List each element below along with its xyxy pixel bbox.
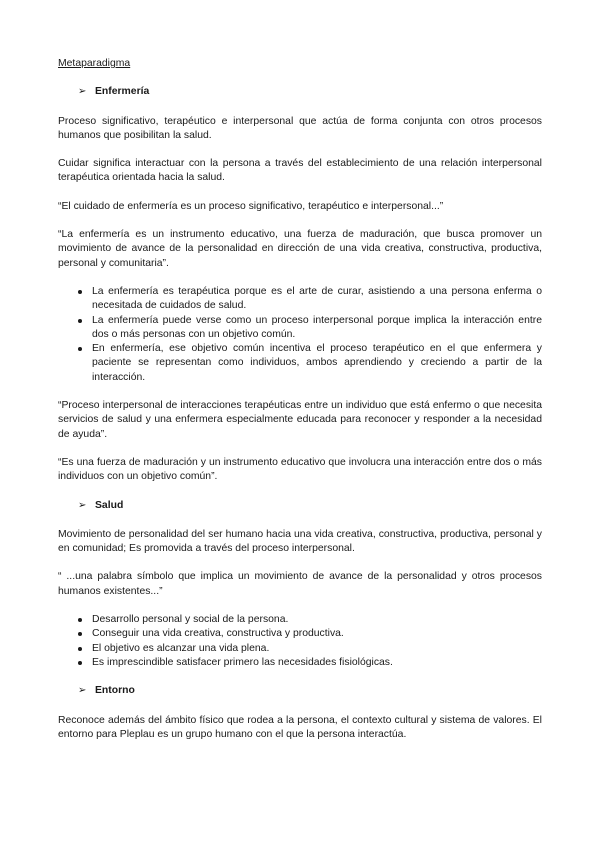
list-item: La enfermería puede verse como un proceso interpersonal porque implica la interacción entre dos o más personas con un objetivo común. [92, 314, 542, 343]
list-item: La enfermería es terapéutica porque es el arte de curar, asistiendo a una persona enferma o necesitada de cuidados de salud. [92, 285, 542, 314]
arrow-bullet-icon: ➢ [78, 499, 87, 511]
arrow-bullet-icon: ➢ [78, 86, 87, 98]
bullet-list [58, 285, 542, 385]
paragraph: Reconoce además del ámbito físico que rodea a la persona, el contexto cultural y sistema de valores. El entorno para Pleplau es un grupo humano con el que la persona interactúa. [58, 714, 542, 740]
section-heading-enfermeria [78, 85, 542, 99]
list-item: En enfermería, ese objetivo común incentiva el proceso terapéutico en el que enfermera y paciente se representan como individuos, ambos aprendiendo y creciendo a partir de la interacción. [92, 342, 542, 385]
paragraph: Proceso significativo, terapéutico e interpersonal que actúa de forma conjunta con otros procesos humanos que posibilitan la salud. [58, 115, 542, 141]
paragraph: Cuidar significa interactuar con la persona a través del establecimiento de una relación interpersonal terapéutica orientada hacia la salud. [58, 158, 542, 184]
list-item: Es imprescindible satisfacer primero las necesidades fisiológicas. [92, 656, 542, 670]
list-item: Conseguir una vida creativa, constructiva y productiva. [92, 627, 542, 641]
paragraph: Movimiento de personalidad del ser humano hacia una vida creativa, constructiva, productiva, personal y en comunidad; Es promovida a través del proceso interpersonal. [58, 528, 542, 555]
quote-paragraph: “Proceso interpersonal de interacciones terapéuticas entre un individuo que está enfermo o que necesita servicios de salud y una enfermera especialmente educada para reconocer y responder a la necesidad de ayuda”. [58, 400, 542, 440]
section-heading-label: Salud [95, 499, 124, 511]
section-heading-label: Entorno [95, 685, 135, 697]
quote-paragraph: “Es una fuerza de maduración y un instrumento educativo que involucra una interacción entre dos o más individuos con un objetivo común”. [58, 456, 542, 483]
list-item: Desarrollo personal y social de la persona. [92, 613, 542, 627]
list-item: El objetivo es alcanzar una vida plena. [92, 642, 542, 656]
section-heading-label: Enfermería [95, 86, 150, 98]
quote-paragraph: “La enfermería es un instrumento educativo, una fuerza de maduración, que busca promover un movimiento de avance de la personalidad en dirección de una vida creativa, constructiva, productiva, personal y comunitaria”. [58, 229, 542, 269]
bullet-list [58, 613, 542, 670]
section-heading-salud [78, 499, 542, 513]
section-heading-entorno [78, 684, 542, 698]
quote-paragraph: “ ...una palabra símbolo que implica un movimiento de avance de la personalidad y otros procesos humanos existentes...” [58, 571, 542, 597]
document-page [58, 57, 542, 756]
document-title: Metaparadigma [58, 58, 131, 69]
arrow-bullet-icon: ➢ [78, 685, 87, 697]
quote-paragraph: “El cuidado de enfermería es un proceso significativo, terapéutico e interpersonal...” [58, 200, 444, 212]
